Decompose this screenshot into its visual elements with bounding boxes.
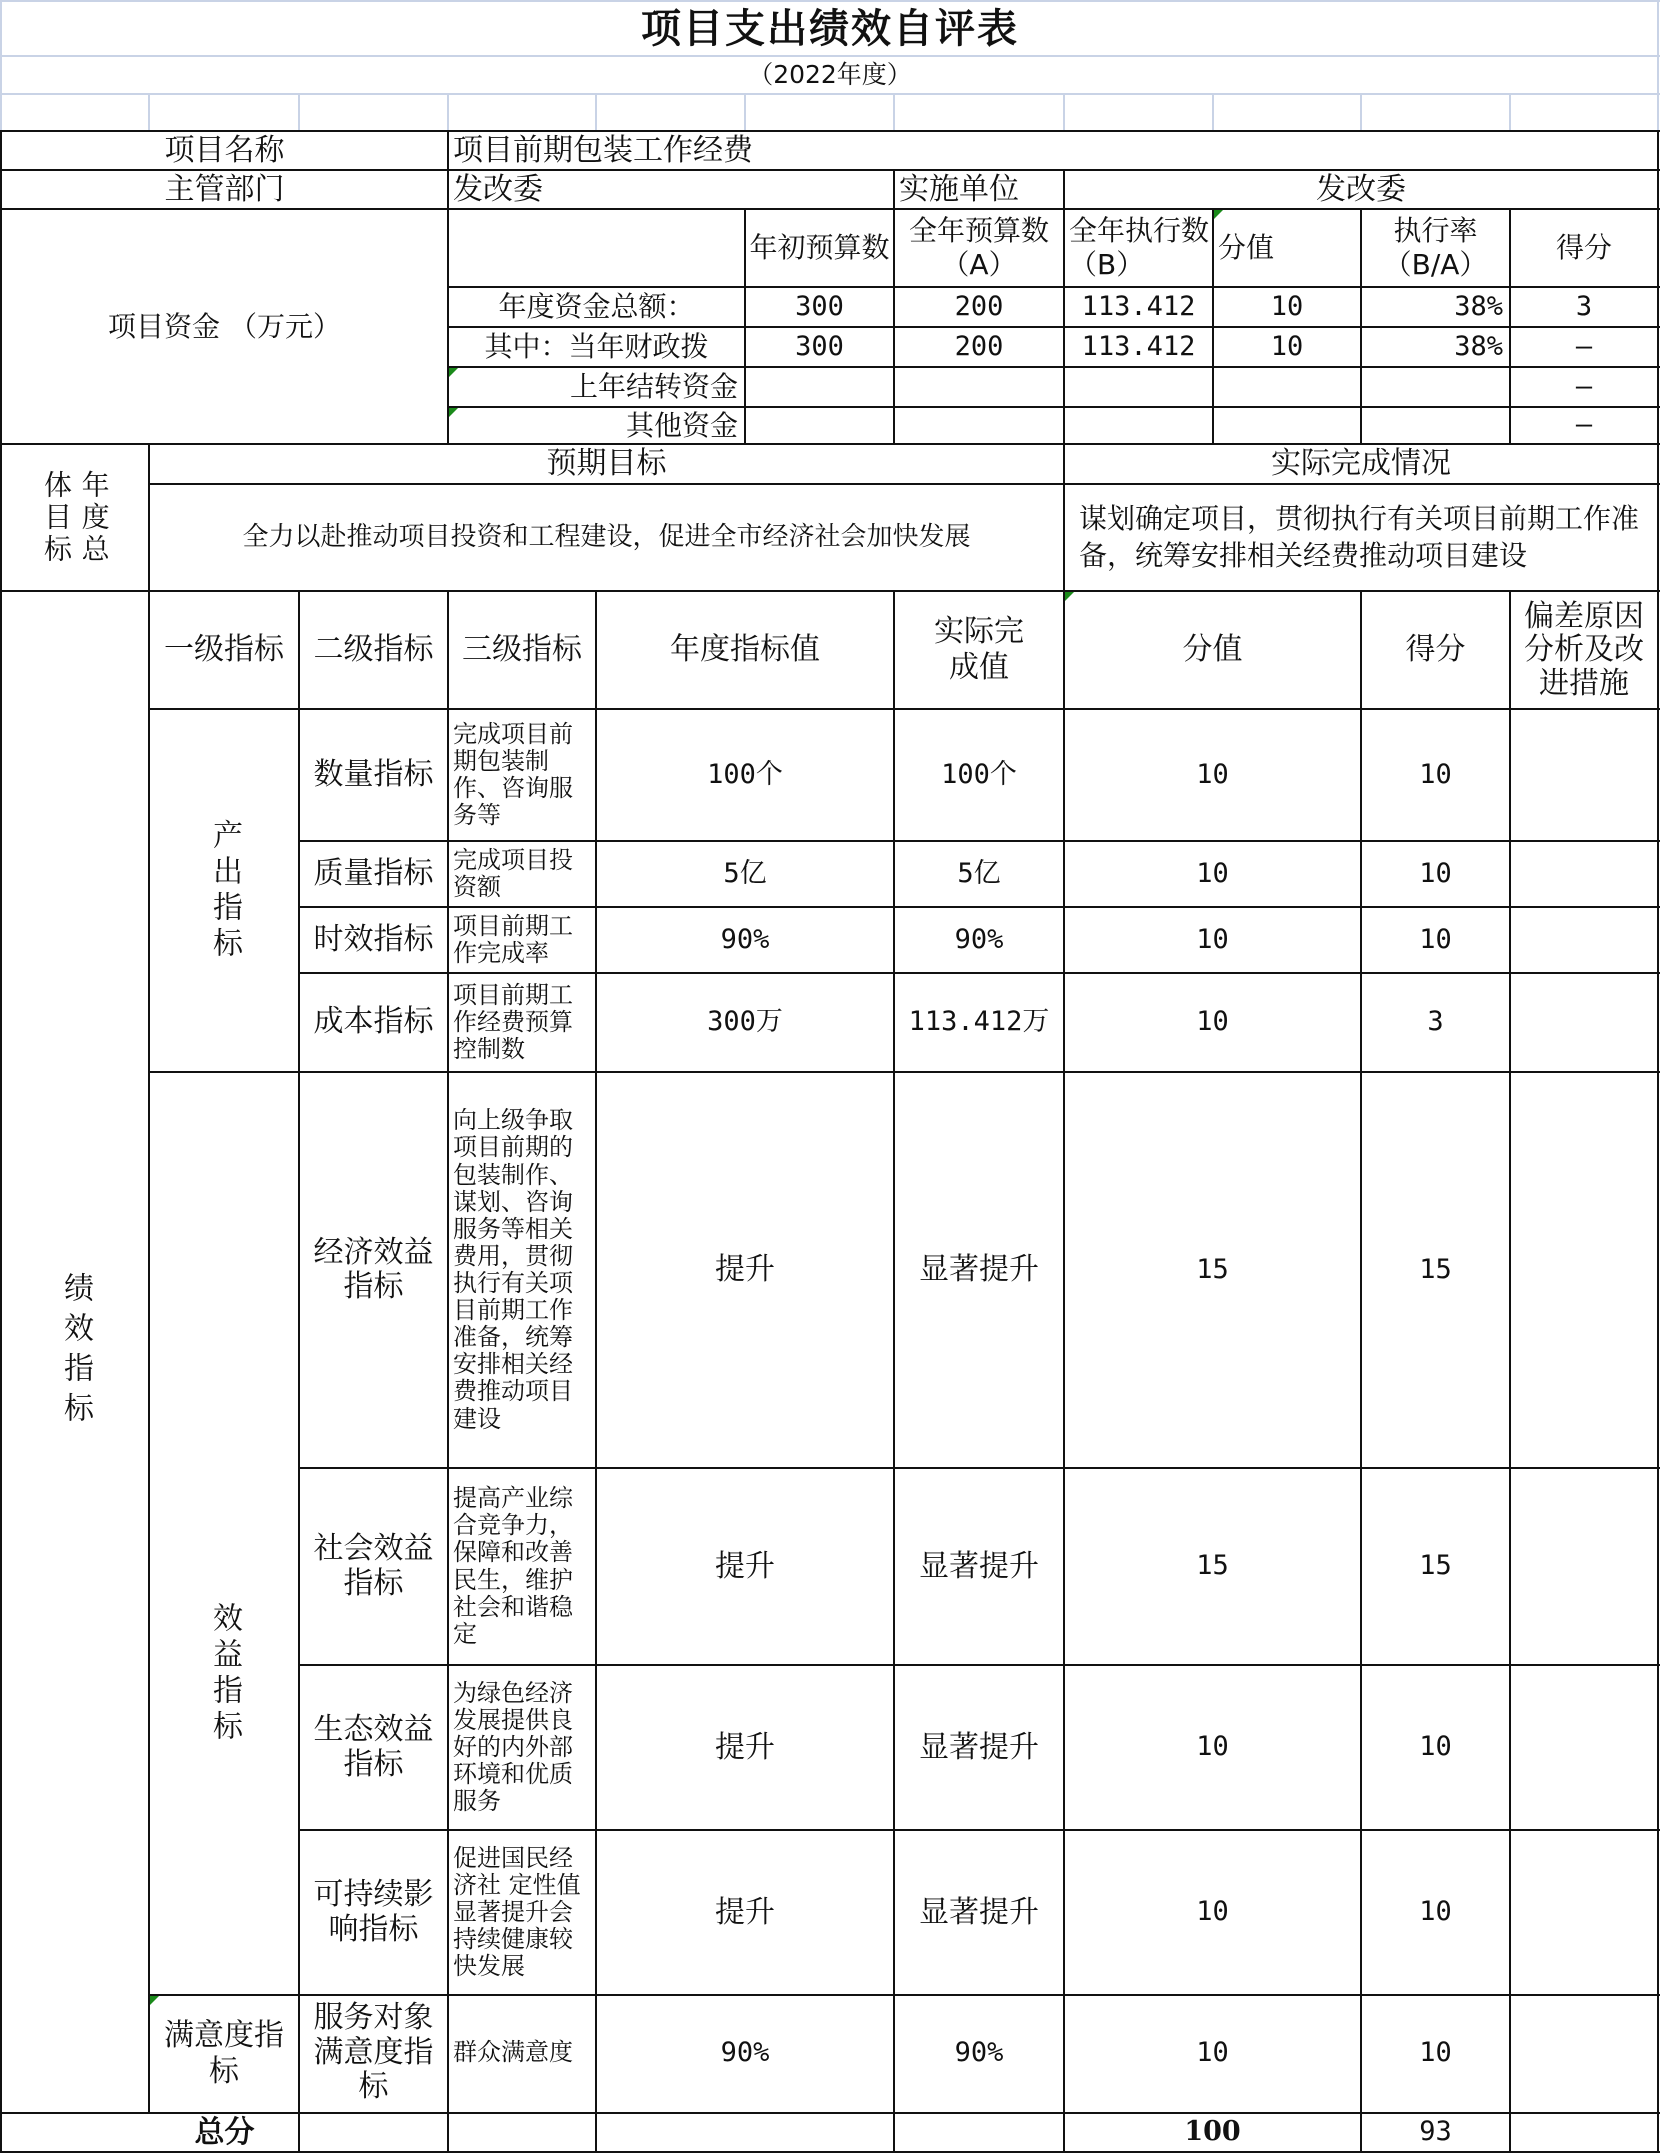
row-actual: 显著提升 (919, 1548, 1039, 1584)
row-weight: 10 (1196, 1896, 1229, 1928)
row-level3: 为绿色经济发展提供良好的内外部环境和优质服务 (453, 1678, 573, 1816)
impl-value: 发改委 (1316, 171, 1406, 207)
header-score: 得分 (1405, 632, 1466, 667)
funds-row-score: 3 (1575, 290, 1593, 322)
total-weight: 100 (1184, 2116, 1241, 2148)
row-level2: 服务对象满意度指标 (313, 2000, 434, 2105)
row-target: 提升 (715, 1252, 775, 1287)
border-line (0, 2151, 1660, 2153)
row-target: 5亿 (723, 857, 767, 889)
funds-row-budget (895, 368, 1063, 406)
funds-row-initial (746, 408, 893, 443)
page-subtitle: （2022年度） (748, 60, 912, 89)
funds-row-label: 其他资金 (625, 408, 738, 442)
row-weight: 10 (1196, 857, 1229, 889)
row-deviation (1511, 710, 1657, 840)
row-level3: 项目前期工作完成率 (453, 911, 573, 967)
row-actual: 90% (954, 923, 1004, 955)
row-target: 300万 (707, 1006, 783, 1038)
row-actual: 113.412万 (908, 1006, 1050, 1038)
group-level1-output (150, 710, 298, 1071)
actual-goal-header: 实际完成情况 (1271, 446, 1451, 481)
gridline (298, 93, 300, 131)
expected-goal-text: 全力以赴推动项目投资和工程建设，促进全市经济社会加快发展 (242, 521, 971, 552)
impl-label: 实施单位 (899, 171, 1019, 207)
funds-header-executed: 全年执行数（B） (1069, 214, 1210, 281)
row-weight: 10 (1196, 923, 1229, 955)
row-deviation (1511, 974, 1657, 1071)
indicators-side-label (2, 592, 148, 2112)
row-actual: 100个 (941, 758, 1017, 790)
gridline (0, 93, 1660, 95)
row-actual: 显著提升 (919, 1894, 1039, 1930)
funds-row-rate (1362, 408, 1509, 443)
row-target: 提升 (715, 1548, 775, 1584)
row-deviation (1511, 1996, 1657, 2110)
indicators-side-label-text: 绩效指标 (58, 1272, 93, 1432)
header-level3: 三级指标 (462, 632, 582, 667)
row-deviation (1511, 842, 1657, 906)
funds-row-initial (746, 368, 893, 406)
gridline (1212, 93, 1214, 131)
group-level1-benefit (150, 1073, 298, 1994)
funds-row-score: – (1575, 409, 1593, 441)
funds-row-executed: 113.412 (1081, 330, 1196, 362)
funds-row-weight: 10 (1270, 330, 1304, 362)
row-level3: 项目前期工作经费预算控制数 (453, 980, 573, 1064)
row-score: 3 (1427, 1006, 1444, 1038)
funds-row-weight: 10 (1270, 290, 1304, 322)
row-target: 90% (720, 923, 770, 955)
dept-label: 主管部门 (164, 171, 285, 207)
project-name-value: 项目前期包装工作经费 (453, 132, 753, 168)
row-level3: 群众满意度 (453, 2038, 573, 2067)
row-level2: 成本指标 (313, 1004, 434, 1040)
funds-row-budget: 200 (954, 290, 1004, 322)
funds-row-label: 其中：当年财政拨 (484, 330, 709, 364)
row-level2: 可持续影响指标 (313, 1877, 434, 1947)
funds-row-rate (1362, 368, 1509, 406)
row-deviation (1511, 908, 1657, 972)
funds-row-score: – (1575, 330, 1593, 362)
row-level2: 经济效益指标 (313, 1234, 434, 1304)
row-score: 10 (1419, 2036, 1452, 2068)
goals-side-label (2, 445, 148, 590)
row-weight: 10 (1196, 2036, 1229, 2068)
funds-row-executed (1065, 408, 1212, 443)
gridline (447, 93, 449, 131)
row-score: 15 (1419, 1550, 1452, 1582)
row-deviation (1511, 1469, 1657, 1664)
row-score: 10 (1419, 1731, 1452, 1763)
row-level3: 完成项目前期包装制作、咨询服务等 (453, 719, 573, 830)
row-level2: 质量指标 (313, 855, 434, 891)
funds-row-weight (1214, 408, 1360, 443)
group-level1-label: 产出指标 (207, 818, 242, 963)
row-level2: 生态效益指标 (313, 1712, 434, 1782)
funds-header-weight: 分值 (1218, 231, 1275, 265)
funds-header-budget: 全年预算数（A） (908, 214, 1049, 281)
row-level3: 完成项目投资额 (453, 845, 573, 901)
row-target: 100个 (707, 758, 783, 790)
row-weight: 15 (1196, 1253, 1229, 1285)
funds-row-initial: 300 (795, 330, 844, 362)
page-title: 项目支出绩效自评表 (641, 4, 1019, 52)
header-weight: 分值 (1182, 632, 1243, 667)
row-deviation (1511, 1666, 1657, 1829)
gridline (148, 93, 150, 131)
funds-row-rate: 38% (1454, 330, 1503, 362)
row-deviation (1511, 1831, 1657, 1994)
project-name-label: 项目名称 (164, 132, 285, 168)
row-score: 10 (1419, 857, 1452, 889)
row-actual: 显著提升 (919, 1252, 1039, 1287)
row-target: 90% (720, 2036, 770, 2068)
goals-side-label-col: 年度总 (77, 469, 111, 566)
header-actual: 实际完成值 (934, 614, 1024, 685)
row-target: 提升 (715, 1729, 775, 1765)
actual-goal-text: 谋划确定项目，贯彻执行有关项目前期工作准备，统筹安排相关经费推动项目建设 (1079, 502, 1640, 572)
header-target: 年度指标值 (670, 632, 820, 667)
funds-row-weight (1214, 368, 1360, 406)
dept-value: 发改委 (453, 171, 543, 207)
row-level3: 向上级争取项目前期的包装制作、谋划、咨询服务等相关费用，贯彻执行有关项目前期工作准备，统筹安排相关经费推动项目建设 (453, 1106, 573, 1433)
funds-row-initial: 300 (795, 290, 844, 322)
funds-row-rate: 38% (1454, 290, 1503, 322)
expected-goal-header: 预期目标 (546, 446, 667, 481)
row-weight: 10 (1196, 1006, 1229, 1038)
group-level1-satisfaction: 满意度指标 (164, 2018, 284, 2089)
funds-row-executed: 113.412 (1081, 290, 1196, 322)
gridline (1509, 93, 1511, 131)
row-weight: 10 (1196, 758, 1229, 790)
total-score: 93 (1419, 2116, 1452, 2148)
row-actual: 显著提升 (919, 1729, 1039, 1765)
funds-row-executed (1065, 368, 1212, 406)
funds-row-budget (895, 408, 1063, 443)
funds-row-label: 上年结转资金 (569, 370, 738, 404)
funds-header-rate: 执行率（B/A） (1383, 214, 1488, 281)
row-level3: 提高产业综合竞争力，保障和改善民生，维护社会和谐稳定 (453, 1484, 573, 1648)
gridline (1063, 93, 1065, 131)
total-label: 总分 (194, 2114, 255, 2150)
row-actual: 5亿 (957, 857, 1001, 889)
header-level1: 一级指标 (164, 632, 284, 667)
row-level2: 社会效益指标 (313, 1531, 434, 1601)
funds-header-score: 得分 (1555, 231, 1612, 265)
row-level2: 时效指标 (313, 921, 434, 957)
funds-row-label: 年度资金总额： (498, 290, 695, 324)
row-score: 10 (1419, 1896, 1452, 1928)
row-score: 10 (1419, 758, 1452, 790)
gridline (595, 93, 597, 131)
row-deviation (1511, 1073, 1657, 1467)
border-line (1657, 130, 1659, 2153)
funds-header-initial: 年初预算数 (749, 231, 890, 265)
goals-side-label-col: 体目标 (40, 469, 73, 566)
funds-row-budget: 200 (954, 330, 1004, 362)
funds-label: 项目资金 （万元） (108, 309, 341, 343)
header-level2: 二级指标 (313, 632, 434, 667)
header-deviation: 偏差原因分析及改进措施 (1524, 598, 1644, 701)
row-level2: 数量指标 (313, 756, 434, 792)
gridline (893, 93, 895, 131)
row-weight: 15 (1196, 1550, 1229, 1582)
row-score: 15 (1419, 1253, 1452, 1285)
gridline (744, 93, 746, 131)
row-target: 提升 (715, 1894, 775, 1930)
gridline (1360, 93, 1362, 131)
group-level1-label: 效益指标 (207, 1601, 242, 1746)
comment-marker-icon (1214, 210, 1223, 219)
funds-row-score: – (1575, 370, 1593, 402)
row-level3: 促进国民经济社 定性值 显著提升会持续健康较快发展 (453, 1843, 581, 1981)
row-score: 10 (1419, 923, 1452, 955)
row-weight: 10 (1196, 1731, 1229, 1763)
row-actual: 90% (954, 2036, 1004, 2068)
